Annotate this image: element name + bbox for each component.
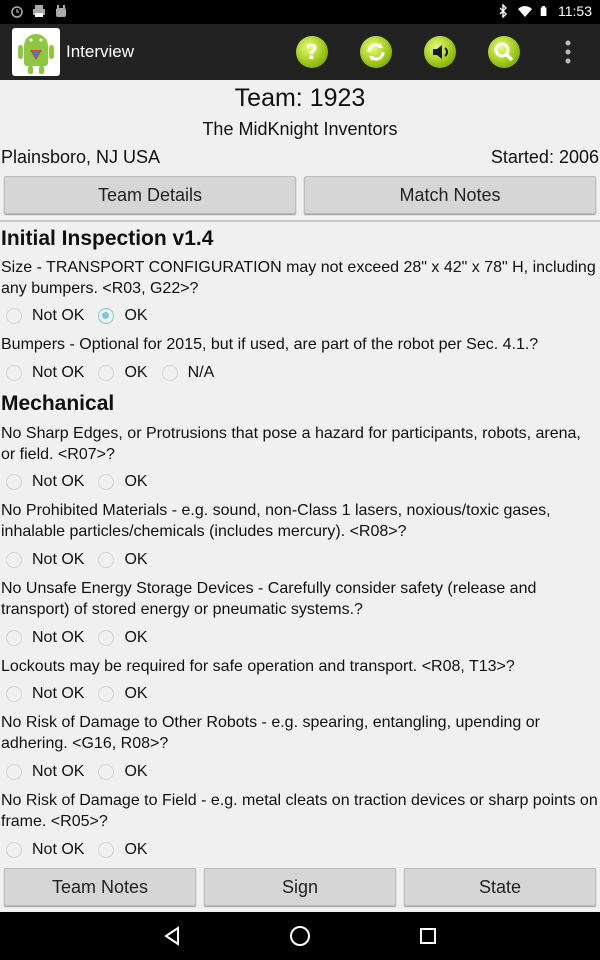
option-ok[interactable]: OK — [98, 841, 147, 859]
sign-button[interactable]: Sign — [204, 868, 396, 906]
option-not-ok[interactable]: Not OK — [6, 551, 84, 569]
radio-group-damage-field — [6, 838, 162, 862]
radio-button[interactable] — [6, 686, 22, 702]
question-damage-robots: No Risk of Damage to Other Robots - e.g. spearing, entangling, upending or adhering. <G16, R08>? — [1, 714, 540, 752]
team-started: Started: 2006 — [490, 147, 599, 167]
back-icon[interactable] — [160, 924, 184, 948]
radio-button[interactable] — [6, 842, 22, 858]
question-size: Size - TRANSPORT CONFIGURATION may not exceed 28" x 42" x 78" H, including any bumpers. <R03, G22>? — [1, 259, 596, 297]
radio-button[interactable] — [6, 630, 22, 646]
home-icon[interactable] — [288, 924, 312, 948]
option-not-ok[interactable]: Not OK — [6, 364, 84, 382]
option-ok[interactable]: OK — [98, 551, 147, 569]
option-ok[interactable]: OK — [98, 364, 147, 382]
question-bumpers: Bumpers - Optional for 2015, but if used, are part of the robot per Sec. 4.1.? — [1, 336, 539, 353]
radio-group-sharp-edges — [6, 470, 162, 494]
option-not-ok[interactable]: Not OK — [6, 763, 84, 781]
match-notes-button[interactable]: Match Notes — [304, 176, 596, 214]
app-logo-icon[interactable] — [12, 28, 60, 76]
action-bar-title: Interview — [66, 42, 135, 61]
radio-button[interactable] — [98, 552, 114, 568]
option-not-ok[interactable]: Not OK — [6, 307, 84, 325]
radio-button[interactable] — [6, 474, 22, 490]
clock: 11:53 — [558, 3, 592, 19]
radio-button[interactable] — [98, 764, 114, 780]
radio-group-prohibited-materials — [6, 548, 162, 572]
option-na[interactable]: N/A — [162, 364, 215, 382]
sound-icon[interactable] — [424, 36, 456, 68]
radio-group-lockouts — [6, 682, 162, 706]
battery-icon — [540, 4, 550, 18]
option-ok[interactable]: OK — [98, 685, 147, 703]
team-location: Plainsboro, NJ USA — [1, 147, 161, 167]
option-not-ok[interactable]: Not OK — [6, 685, 84, 703]
team-details-button[interactable]: Team Details — [4, 176, 296, 214]
section-initial-inspection: Initial Inspection v1.4 — [1, 227, 214, 250]
interview-content[interactable] — [0, 80, 600, 864]
radio-group-damage-robots — [6, 760, 162, 784]
svg-text:?: ? — [306, 40, 318, 64]
status-bar — [0, 0, 600, 24]
option-ok[interactable]: OK — [98, 473, 147, 491]
option-ok[interactable]: OK — [98, 763, 147, 781]
state-button[interactable]: State — [404, 868, 596, 906]
navigation-bar — [0, 912, 600, 960]
option-ok[interactable]: OK — [98, 629, 147, 647]
radio-group-bumpers — [6, 361, 228, 385]
bluetooth-icon — [496, 4, 510, 18]
radio-button[interactable] — [6, 308, 22, 324]
radio-button[interactable] — [6, 552, 22, 568]
question-damage-field: No Risk of Damage to Field - e.g. metal cleats on traction devices or sharp points on frame. <R05>? — [1, 792, 598, 830]
radio-button[interactable] — [6, 764, 22, 780]
radio-button[interactable] — [98, 365, 114, 381]
printer-icon — [32, 4, 46, 18]
android-debug-icon — [54, 4, 68, 18]
section-mechanical: Mechanical — [1, 392, 115, 415]
team-notes-button[interactable]: Team Notes — [4, 868, 196, 906]
radio-button[interactable] — [98, 686, 114, 702]
help-icon[interactable] — [296, 36, 328, 68]
divider — [0, 220, 600, 222]
radio-button[interactable] — [98, 474, 114, 490]
alarm-icon — [10, 4, 24, 18]
search-icon[interactable] — [488, 36, 520, 68]
radio-button[interactable] — [6, 365, 22, 381]
question-energy-storage: No Unsafe Energy Storage Devices - Carefully consider safety (release and transport) of stored energy or pneumatic systems.? — [1, 580, 537, 618]
option-not-ok[interactable]: Not OK — [6, 629, 84, 647]
radio-button[interactable] — [98, 842, 114, 858]
team-name: The MidKnight Inventors — [202, 119, 398, 139]
action-bar — [0, 24, 600, 80]
sync-icon[interactable] — [360, 36, 392, 68]
radio-button[interactable] — [98, 630, 114, 646]
radio-button[interactable] — [162, 365, 178, 381]
option-ok[interactable]: OK — [98, 307, 147, 325]
radio-button-selected[interactable] — [98, 308, 114, 324]
radio-group-energy-storage — [6, 626, 162, 650]
wifi-icon — [518, 4, 532, 18]
option-not-ok[interactable]: Not OK — [6, 841, 84, 859]
team-number: Team: 1923 — [234, 84, 366, 112]
question-lockouts: Lockouts may be required for safe operation and transport. <R08, T13>? — [1, 658, 515, 675]
question-sharp-edges: No Sharp Edges, or Protrusions that pose a hazard for participants, robots, arena, or field. <R07>? — [1, 425, 581, 463]
recents-icon[interactable] — [416, 924, 440, 948]
overflow-menu-icon[interactable] — [556, 38, 580, 66]
question-prohibited-materials: No Prohibited Materials - e.g. sound, non-Class 1 lasers, noxious/toxic gases, inhalable particles/chemicals (includes mercury). <R08>? — [1, 502, 551, 540]
radio-group-size — [6, 304, 162, 328]
option-not-ok[interactable]: Not OK — [6, 473, 84, 491]
